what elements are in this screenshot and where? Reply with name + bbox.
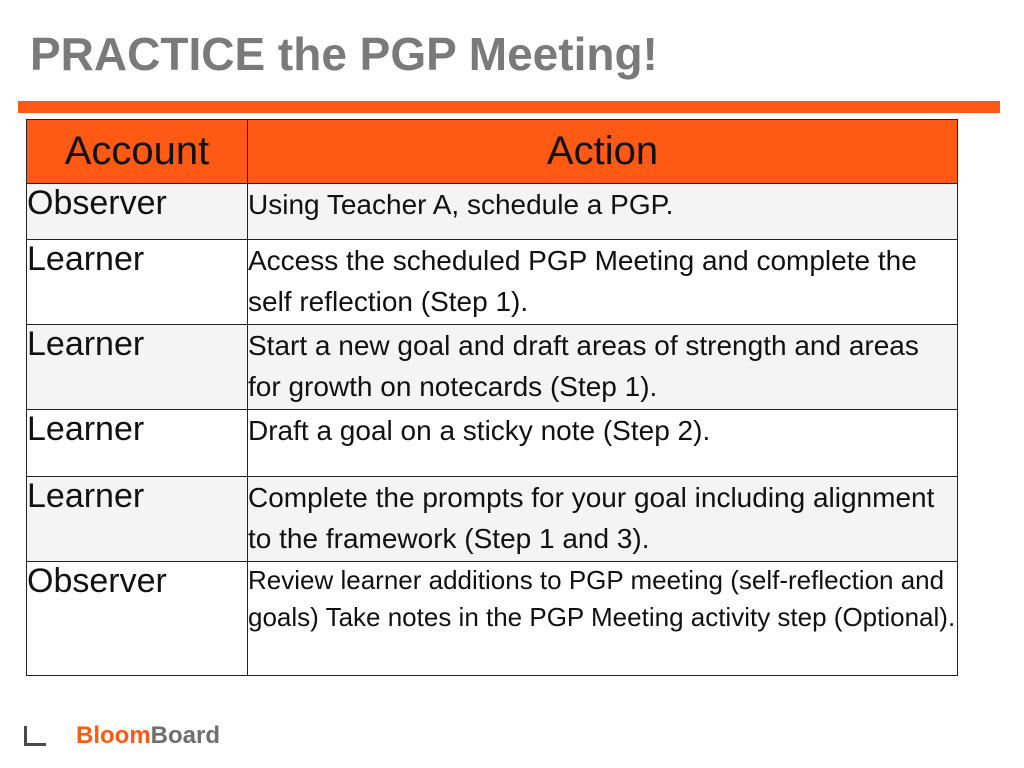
practice-table xyxy=(26,119,958,676)
action-cell: Review learner additions to PGP meeting (self-reflection and goals) Take notes in the PGP Meeting activity step (Optional). xyxy=(248,562,958,676)
table-header-row xyxy=(27,120,958,184)
bloomboard-logo xyxy=(24,722,220,750)
orange-divider xyxy=(18,101,1000,113)
table-row xyxy=(27,325,958,410)
bloomboard-mark-icon xyxy=(24,726,46,746)
action-cell: Start a new goal and draft areas of strength and areas for growth on notecards (Step 1). xyxy=(248,325,958,410)
account-cell: Observer xyxy=(27,184,248,240)
action-cell: Access the scheduled PGP Meeting and complete the self reflection (Step 1). xyxy=(248,240,958,325)
table-row xyxy=(27,477,958,562)
table-row xyxy=(27,240,958,325)
account-cell: Observer xyxy=(27,562,248,676)
table-row xyxy=(27,410,958,477)
logo-text-board: Board xyxy=(150,722,221,749)
table-row xyxy=(27,184,958,240)
account-cell: Learner xyxy=(27,477,248,562)
logo-text-bloom: Bloom xyxy=(76,722,151,749)
account-cell: Learner xyxy=(27,240,248,325)
account-cell: Learner xyxy=(27,325,248,410)
action-cell: Using Teacher A, schedule a PGP. xyxy=(248,184,958,240)
slide-title: PRACTICE the PGP Meeting! xyxy=(30,28,658,80)
account-cell: Learner xyxy=(27,410,248,477)
table-row xyxy=(27,562,958,676)
header-account: Account xyxy=(27,120,248,184)
action-cell: Draft a goal on a sticky note (Step 2). xyxy=(248,410,958,477)
header-action: Action xyxy=(248,120,958,184)
action-cell: Complete the prompts for your goal including alignment to the framework (Step 1 and 3). xyxy=(248,477,958,562)
